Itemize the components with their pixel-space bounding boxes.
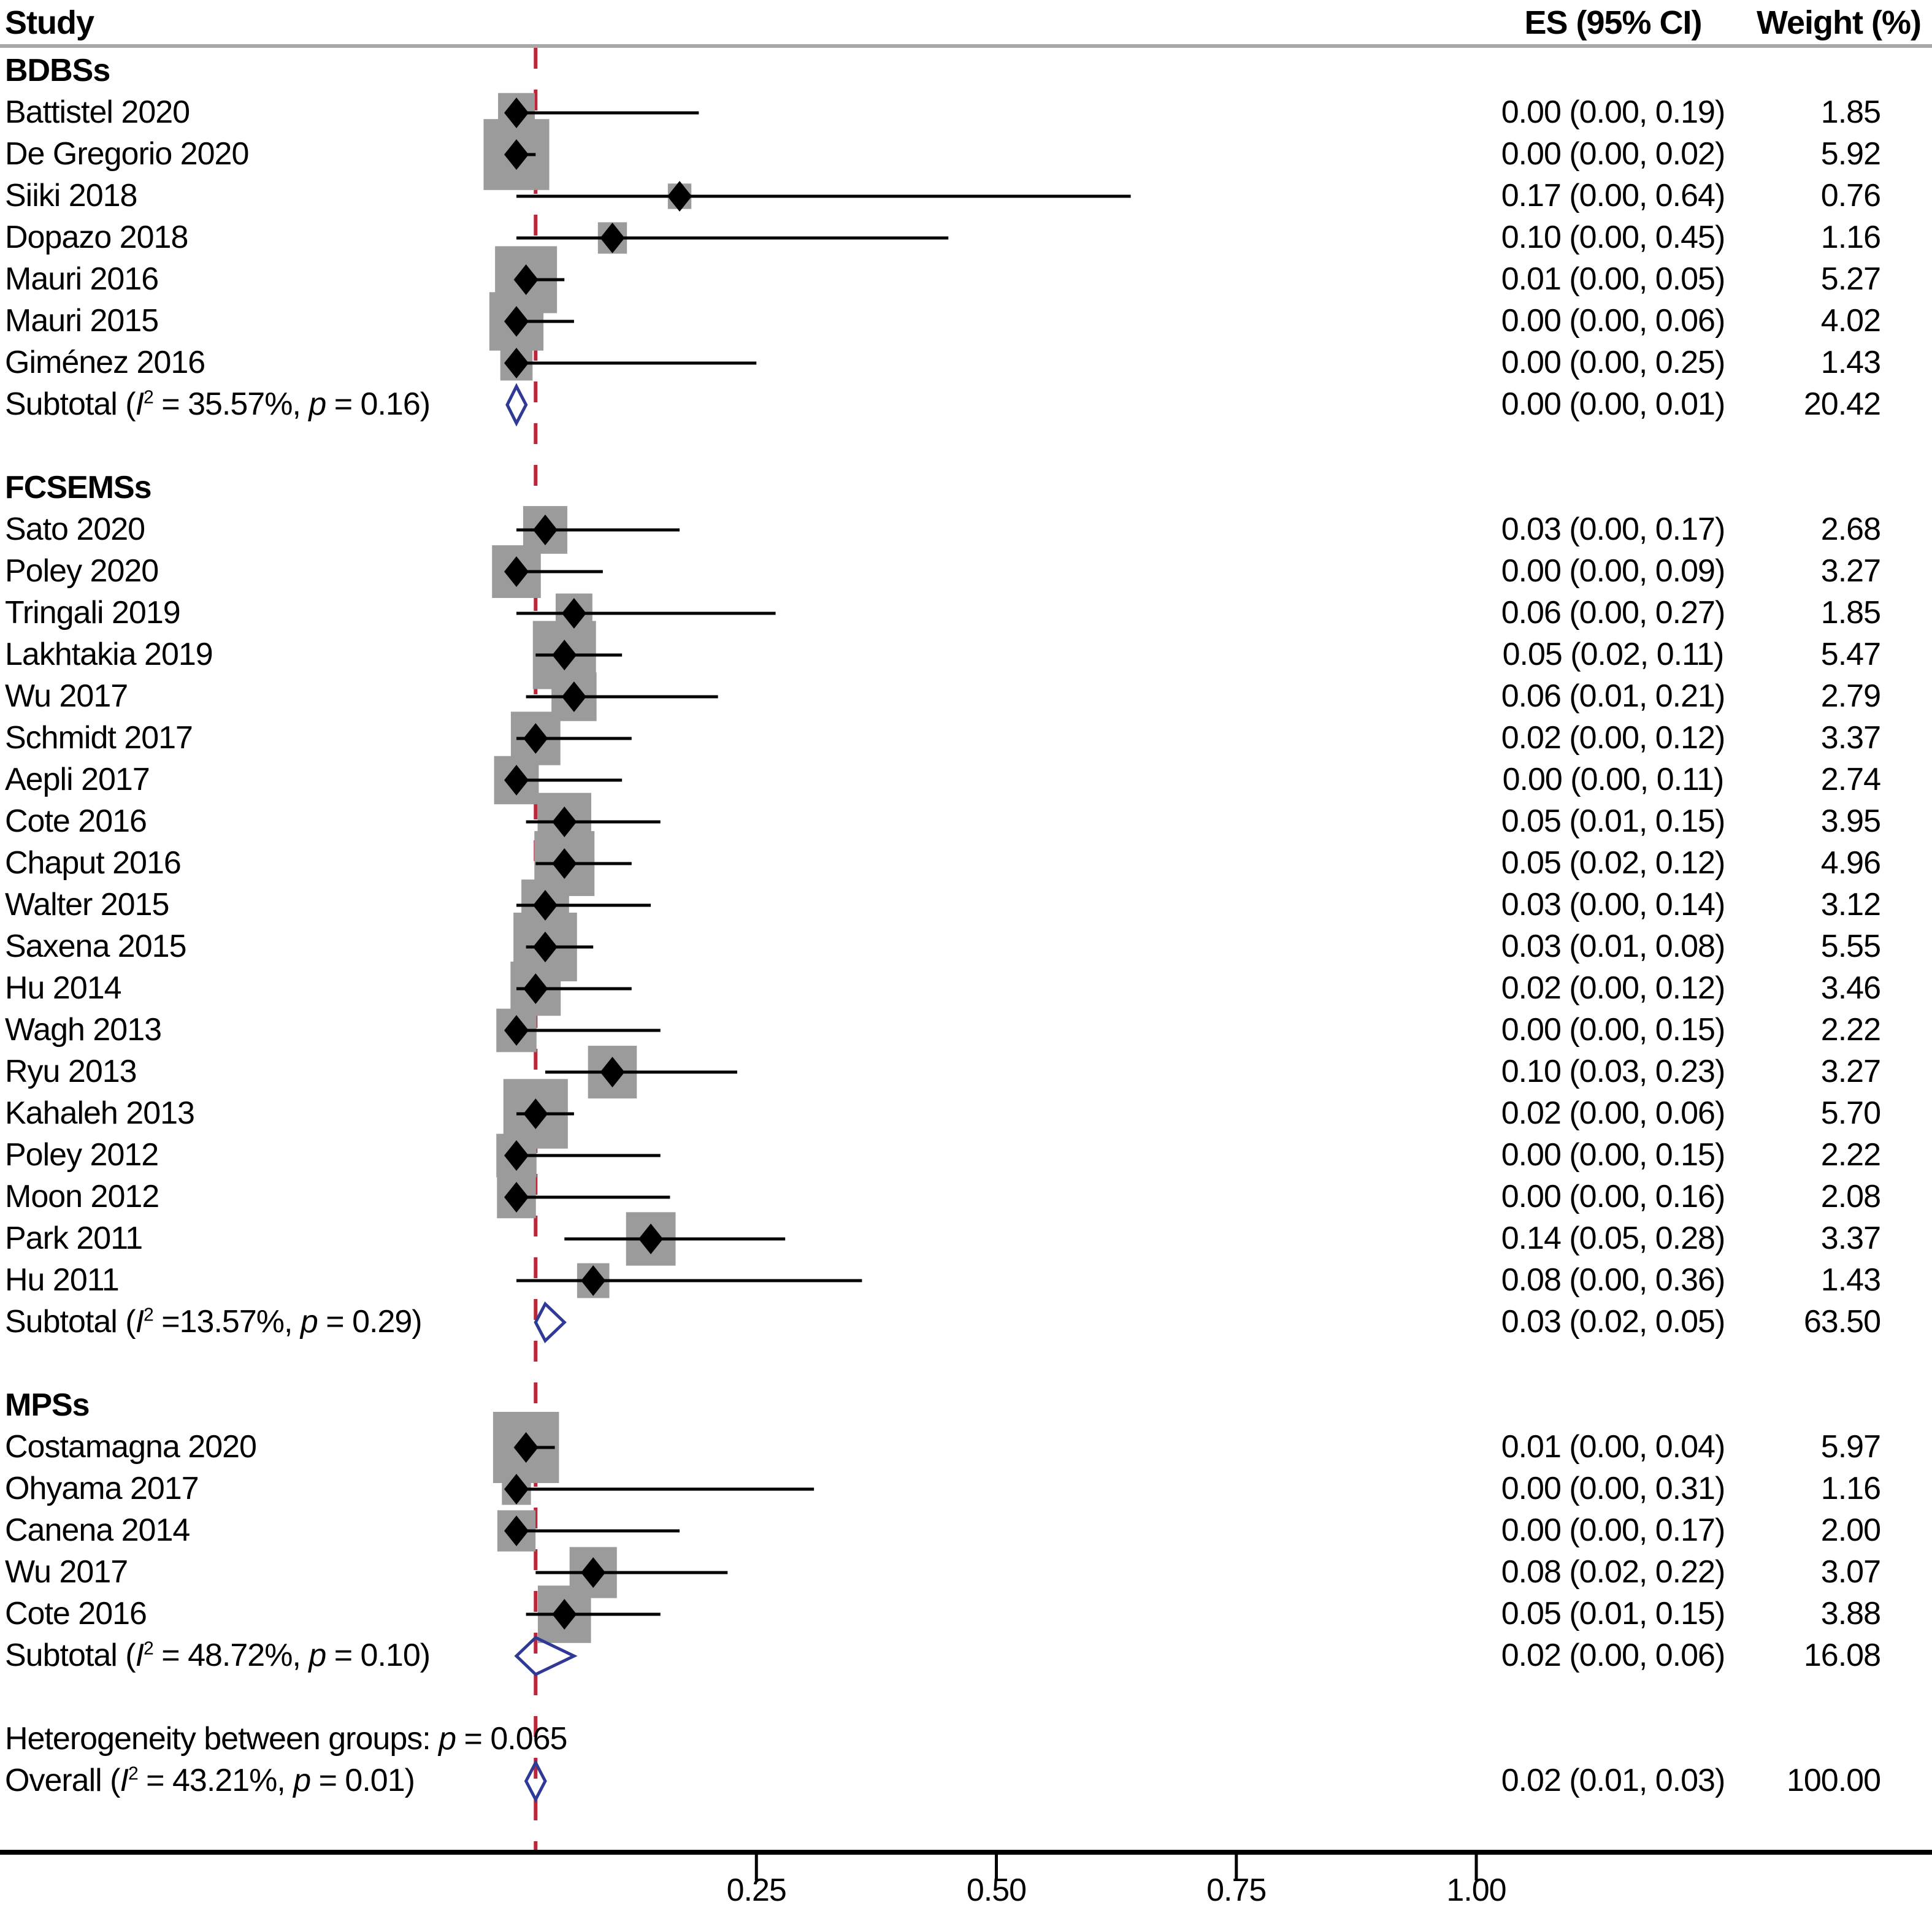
study-label: Poley 2020 <box>5 553 159 589</box>
label-part: = 48.72%, <box>153 1638 309 1673</box>
study-label: Hu 2014 <box>5 970 121 1006</box>
weight-value: 3.46 <box>1820 970 1880 1006</box>
es-value: 0.05 (0.01, 0.15) <box>1501 1596 1725 1631</box>
es-value: 0.02 (0.00, 0.12) <box>1501 720 1725 756</box>
weight-value: 20.42 <box>1803 386 1880 422</box>
study-label: Ryu 2013 <box>5 1054 137 1089</box>
es-value: 0.02 (0.00, 0.06) <box>1501 1638 1725 1673</box>
study-label: Lakhtakia 2019 <box>5 637 213 672</box>
study-label: De Gregorio 2020 <box>5 136 249 172</box>
label-part: Subtotal ( <box>5 1638 136 1673</box>
es-value: 0.00 (0.00, 0.16) <box>1501 1179 1725 1214</box>
italic-symbol: p <box>293 1763 311 1798</box>
weight-value: 3.95 <box>1820 803 1880 839</box>
study-label: Chaput 2016 <box>5 845 181 881</box>
weight-value: 1.43 <box>1820 1262 1880 1298</box>
es-value: 0.10 (0.00, 0.45) <box>1501 220 1725 255</box>
weight-value: 3.37 <box>1820 1221 1880 1256</box>
es-value: 0.14 (0.05, 0.28) <box>1501 1221 1725 1256</box>
label-part: = 0.29) <box>317 1304 422 1340</box>
weight-value: 5.70 <box>1820 1095 1880 1131</box>
pooled-diamond <box>535 1304 564 1341</box>
es-value: 0.00 (0.00, 0.02) <box>1501 136 1725 172</box>
weight-value: 100.00 <box>1786 1763 1880 1798</box>
study-label: Siiki 2018 <box>5 178 137 213</box>
es-value: 0.00 (0.00, 0.19) <box>1501 94 1725 130</box>
es-value: 0.02 (0.01, 0.03) <box>1501 1763 1725 1798</box>
pooled-diamond <box>507 386 526 423</box>
es-value: 0.05 (0.02, 0.12) <box>1501 845 1725 881</box>
study-label: Sato 2020 <box>5 512 145 547</box>
study-label: Walter 2015 <box>5 887 169 922</box>
column-header-es: ES (95% CI) <box>1524 4 1702 41</box>
es-value: 0.03 (0.00, 0.14) <box>1501 887 1725 922</box>
axis-tick-label: 0.75 <box>1206 1872 1267 1905</box>
study-label: Tringali 2019 <box>5 595 180 631</box>
es-value: 0.06 (0.00, 0.27) <box>1501 595 1725 631</box>
axis-tick-label: 0.25 <box>726 1872 786 1905</box>
weight-value: 63.50 <box>1803 1304 1880 1340</box>
study-label: Poley 2012 <box>5 1137 159 1173</box>
weight-value: 5.97 <box>1820 1429 1880 1465</box>
group-header: BDBSs <box>5 53 110 88</box>
italic-symbol: I <box>135 1638 144 1673</box>
study-label: Saxena 2015 <box>5 929 186 964</box>
top-rule <box>0 44 1932 48</box>
study-label: Cote 2016 <box>5 1596 147 1631</box>
weight-value: 2.00 <box>1820 1512 1880 1548</box>
italic-symbol: p <box>300 1304 318 1340</box>
weight-value: 2.22 <box>1820 1012 1880 1048</box>
group-header: MPSs <box>5 1387 90 1423</box>
weight-value: 4.02 <box>1820 303 1880 339</box>
weight-value: 1.43 <box>1820 345 1880 380</box>
study-label: Ohyama 2017 <box>5 1471 199 1506</box>
heterogeneity-note <box>5 1723 567 1755</box>
weight-value: 2.08 <box>1820 1179 1880 1214</box>
label-part: 2 <box>144 1638 153 1659</box>
weight-value: 1.16 <box>1820 1471 1880 1506</box>
study-label: Battistel 2020 <box>5 94 190 130</box>
weight-value: 2.22 <box>1820 1137 1880 1173</box>
weight-value: 1.85 <box>1820 94 1880 130</box>
weight-value: 3.27 <box>1820 1054 1880 1089</box>
axis-tick-label: 0.50 <box>966 1872 1027 1905</box>
label-part: = 0.01) <box>310 1763 415 1798</box>
study-label: Wu 2017 <box>5 1554 128 1590</box>
label-part: Overall ( <box>5 1763 120 1798</box>
study-label: Schmidt 2017 <box>5 720 193 756</box>
es-value: 0.00 (0.00, 0.09) <box>1501 553 1725 589</box>
overall-label <box>5 1765 415 1796</box>
es-value: 0.17 (0.00, 0.64) <box>1501 178 1725 213</box>
weight-value: 4.96 <box>1820 845 1880 881</box>
weight-value: 5.47 <box>1820 637 1880 672</box>
weight-value: 16.08 <box>1803 1638 1880 1673</box>
study-label: Kahaleh 2013 <box>5 1095 194 1131</box>
es-value: 0.00 (0.00, 0.15) <box>1501 1137 1725 1173</box>
es-value: 0.00 (0.00, 0.17) <box>1501 1512 1725 1548</box>
es-value: 0.00 (0.00, 0.31) <box>1501 1471 1725 1506</box>
study-label: Park 2011 <box>5 1221 143 1256</box>
pooled-diamond <box>516 1638 574 1674</box>
weight-value: 3.88 <box>1820 1596 1880 1631</box>
study-label: Wu 2017 <box>5 678 128 714</box>
es-value: 0.01 (0.00, 0.05) <box>1501 261 1725 297</box>
italic-symbol: p <box>439 1721 456 1757</box>
es-value: 0.03 (0.01, 0.08) <box>1501 929 1725 964</box>
axis-tick-label: 1.00 <box>1446 1872 1506 1905</box>
italic-symbol: I <box>135 1304 144 1340</box>
column-header-weight: Weight (%) <box>1757 4 1921 41</box>
weight-value: 5.92 <box>1820 136 1880 172</box>
es-value: 0.05 (0.02, 0.11) <box>1502 637 1724 672</box>
study-label: Cote 2016 <box>5 803 147 839</box>
study-label: Hu 2011 <box>5 1262 119 1298</box>
es-value: 0.05 (0.01, 0.15) <box>1501 803 1725 839</box>
weight-value: 0.76 <box>1820 178 1880 213</box>
es-value: 0.02 (0.00, 0.06) <box>1501 1095 1725 1131</box>
weight-value: 2.74 <box>1820 762 1880 797</box>
label-part: 2 <box>128 1763 138 1784</box>
label-part: = 43.21%, <box>137 1763 294 1798</box>
label-part: Subtotal ( <box>5 1304 136 1340</box>
label-part: =13.57%, <box>153 1304 301 1340</box>
label-part: = 0.065 <box>456 1721 567 1757</box>
weight-value: 2.68 <box>1820 512 1880 547</box>
es-value: 0.10 (0.03, 0.23) <box>1501 1054 1725 1089</box>
es-value: 0.08 (0.02, 0.22) <box>1501 1554 1725 1590</box>
study-label: Canena 2014 <box>5 1512 190 1548</box>
italic-symbol: I <box>135 386 144 422</box>
label-part: 2 <box>144 387 153 408</box>
subtotal-label <box>5 1639 430 1671</box>
weight-value: 3.12 <box>1820 887 1880 922</box>
weight-value: 5.55 <box>1820 929 1880 964</box>
es-value: 0.06 (0.01, 0.21) <box>1501 678 1725 714</box>
es-value: 0.00 (0.00, 0.06) <box>1501 303 1725 339</box>
subtotal-label <box>5 388 430 420</box>
weight-value: 3.37 <box>1820 720 1880 756</box>
weight-value: 1.16 <box>1820 220 1880 255</box>
study-label: Mauri 2016 <box>5 261 159 297</box>
subtotal-label <box>5 1306 422 1338</box>
column-header-study: Study <box>5 4 94 41</box>
es-value: 0.02 (0.00, 0.12) <box>1501 970 1725 1006</box>
es-value: 0.03 (0.02, 0.05) <box>1501 1304 1725 1340</box>
es-value: 0.03 (0.00, 0.17) <box>1501 512 1725 547</box>
study-label: Aepli 2017 <box>5 762 150 797</box>
study-label: Dopazo 2018 <box>5 220 188 255</box>
italic-symbol: I <box>120 1763 128 1798</box>
group-header: FCSEMSs <box>5 470 151 505</box>
es-value: 0.01 (0.00, 0.04) <box>1501 1429 1725 1465</box>
study-label: Costamagna 2020 <box>5 1429 256 1465</box>
weight-value: 2.79 <box>1820 678 1880 714</box>
study-label: Mauri 2015 <box>5 303 159 339</box>
italic-symbol: p <box>309 1638 326 1673</box>
label-part: Subtotal ( <box>5 386 136 422</box>
study-label: Wagh 2013 <box>5 1012 162 1048</box>
label-part: = 35.57%, <box>153 386 309 422</box>
label-part: Heterogeneity between groups: <box>5 1721 439 1757</box>
weight-value: 3.27 <box>1820 553 1880 589</box>
es-value: 0.00 (0.00, 0.11) <box>1502 762 1724 797</box>
es-value: 0.08 (0.00, 0.36) <box>1501 1262 1725 1298</box>
es-value: 0.00 (0.00, 0.25) <box>1501 345 1725 380</box>
label-part: 2 <box>144 1305 153 1325</box>
study-label: Moon 2012 <box>5 1179 159 1214</box>
weight-value: 5.27 <box>1820 261 1880 297</box>
study-label: Giménez 2016 <box>5 345 205 380</box>
es-value: 0.00 (0.00, 0.15) <box>1501 1012 1725 1048</box>
label-part: = 0.16) <box>326 386 431 422</box>
italic-symbol: p <box>309 386 326 422</box>
weight-value: 1.85 <box>1820 595 1880 631</box>
label-part: = 0.10) <box>326 1638 431 1673</box>
es-value: 0.00 (0.00, 0.01) <box>1501 386 1725 422</box>
weight-value: 3.07 <box>1820 1554 1880 1590</box>
